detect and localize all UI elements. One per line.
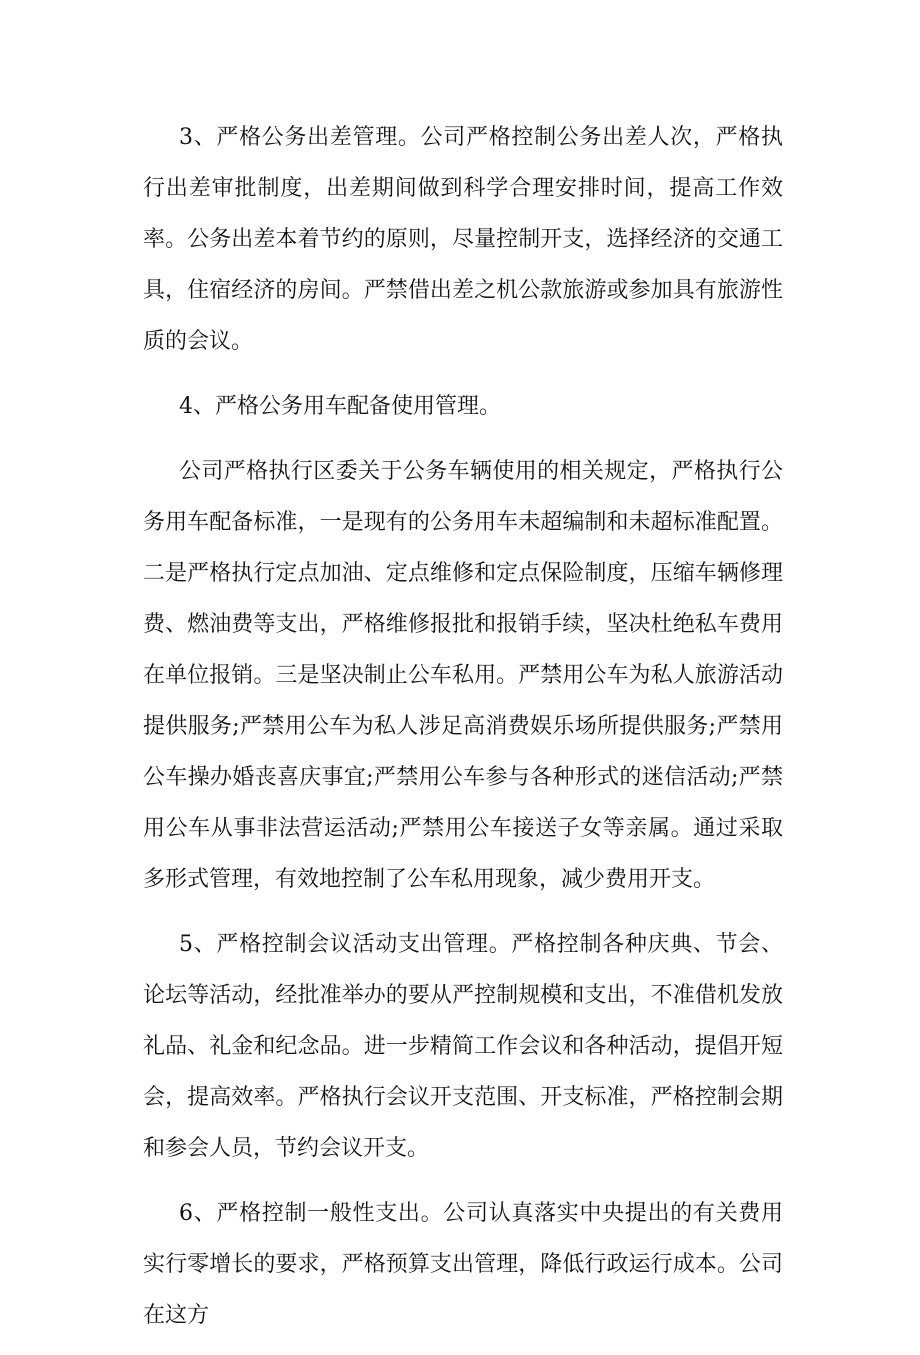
paragraph-meeting-expenses: 5、严格控制会议活动支出管理。严格控制各种庆典、节会、论坛等活动，经批准举办的要从严控制规模和支出，不准借机发放礼品、礼金和纪念品。进一步精简工作会议和各种活动，提倡开短会，提高效率。严格执行会议开支范围、开支标准，严格控制会期和参会人员，节约会议开支。	[143, 932, 783, 1161]
paragraph-vehicle-rules: 公司严格执行区委关于公务车辆使用的相关规定，严格执行公务用车配备标准，一是现有的公务用车未超编制和未超标准配置。二是严格执行定点加油、定点维修和定点保险制度，压缩车辆修理费、燃油费等支出，严格维修报批和报销手续，坚决杜绝私车费用在单位报销。三是坚决制止公车私用。严禁用公车为私人旅游活动提供服务;严禁用公车为私人涉足高消费娱乐场所提供服务;严禁用公车操办婚丧喜庆事宜;严禁用公车参与各种形式的迷信活动;严禁用公车从事非法营运活动;严禁用公车接送子女等亲属。通过采取多形式管理，有效地控制了公车私用现象，减少费用开支。	[143, 459, 783, 892]
paragraph-vehicle-heading: 4、严格公务用车配备使用管理。	[179, 394, 501, 419]
paragraph-general-expenses: 6、严格控制一般性支出。公司认真落实中央提出的有关费用实行零增长的要求，严格预算支出管理，降低行政运行成本。公司在这方	[143, 1201, 783, 1328]
paragraph-business-travel: 3、严格公务出差管理。公司严格控制公务出差人次，严格执行出差审批制度，出差期间做到科学合理安排时间，提高工作效率。公务出差本着节约的原则，尽量控制开支，选择经济的交通工具，住宿经济的房间。严禁借出差之机公款旅游或参加具有旅游性质的会议。	[143, 125, 783, 354]
document-body	[143, 112, 783, 1355]
